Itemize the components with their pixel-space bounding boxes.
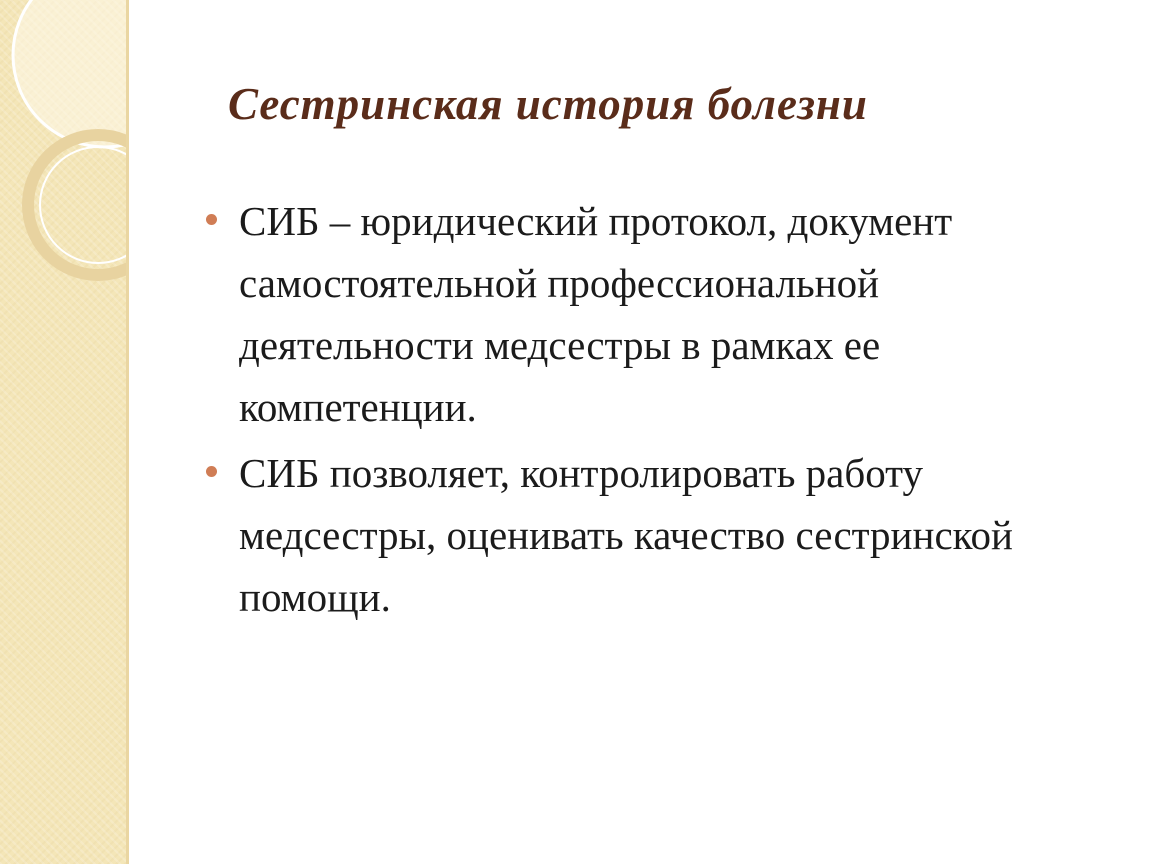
decorative-side-band [0,0,126,864]
circle-bullet-icon [206,214,217,225]
bullet-text: СИБ позволяет, контролировать работу медсестры, оценивать качество сестринской помощи. [239,450,1013,620]
slide-title: Сестринская история болезни [228,79,868,129]
large-ring [13,0,126,147]
bullet-item [206,190,1106,438]
side-band-edge [126,0,129,864]
thick-ring [28,135,126,275]
thin-ring [40,147,126,263]
bullet-text: СИБ – юридический протокол, документ самостоятельной профессиональной деятельности медсестры в рамках ее компетенции. [239,198,953,430]
circle-bullet-icon [206,466,217,477]
ring-ornament [0,0,126,864]
bullet-item [206,442,1106,628]
bullet-list [206,190,1106,632]
